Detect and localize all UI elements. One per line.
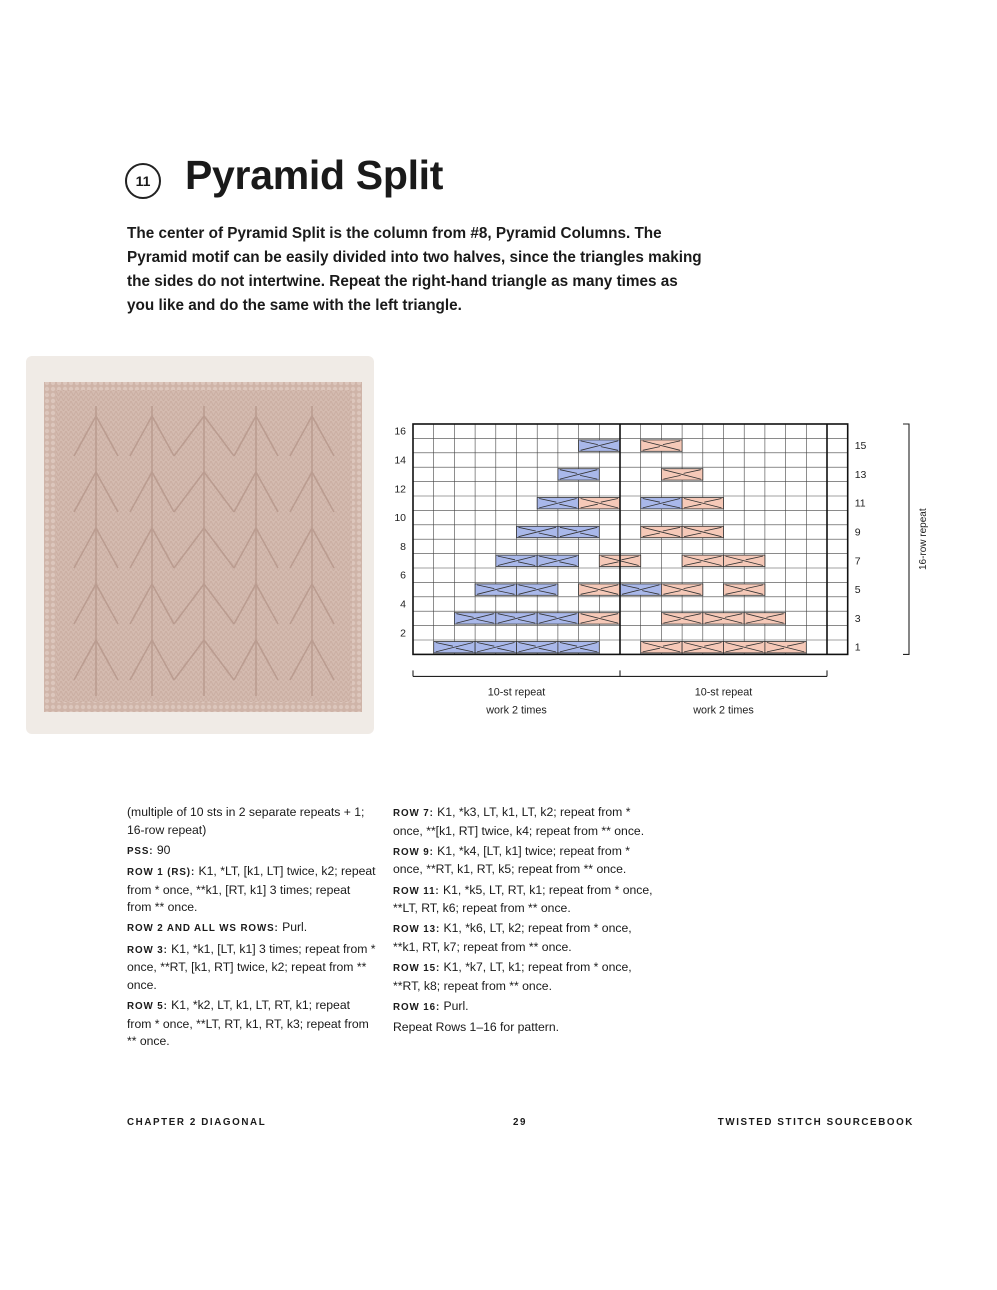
row-text: K1, *LT, [k1, LT] twice, k2; repeat from * once, **k1, [RT, k1] 3 times; repeat from ** once.: [127, 863, 376, 915]
swatch-photo: [26, 356, 374, 734]
row-label: ROW 2 AND ALL WS ROWS:: [127, 923, 279, 935]
chart-row-label: 7: [854, 555, 861, 568]
chart-repeat-sublabel: work 2 times: [486, 704, 547, 717]
row-label: ROW 1 (RS):: [127, 866, 196, 878]
chart-repeat-label: 10-st repeat: [487, 686, 546, 699]
pattern-number: 11: [135, 173, 151, 189]
pss-value: 90: [153, 842, 171, 857]
row-text: K1, *k7, LT, k1; repeat from * once, **RT, k8; repeat from ** once.: [393, 960, 632, 993]
multiple-note: (multiple of 10 sts in 2 separate repeats + 1; 16-row repeat): [127, 805, 365, 837]
row-text: K1, *k1, [LT, k1] 3 times; repeat from * once, **RT, [k1, RT] twice, k2; repeat from ** once.: [127, 941, 376, 992]
footer-book-title: TWISTED STITCH SOURCEBOOK: [717, 1117, 914, 1128]
row-instruction: [393, 804, 653, 840]
page-title: Pyramid Split: [185, 152, 444, 198]
chart-side-label: 16-row repeat: [918, 508, 929, 571]
chart-row-label: 14: [394, 454, 406, 467]
row-label: ROW 9:: [393, 846, 434, 858]
chart-row-label: 15: [854, 440, 867, 453]
row-label: ROW 16:: [393, 1001, 441, 1013]
chart-row-label: 6: [400, 569, 406, 582]
page-number: 29: [512, 1117, 528, 1128]
row-text: Purl.: [278, 920, 308, 935]
row-text: K1, *k5, LT, RT, k1; repeat from * once, **LT, RT, k6; repeat from ** once.: [393, 882, 653, 916]
row-instruction: [127, 941, 377, 995]
chart-row-repeat-bracket: [903, 424, 909, 654]
pattern-number-badge: [125, 163, 161, 199]
footer-chapter: CHAPTER 2 DIAGONAL: [127, 1117, 267, 1128]
chart-row-label: 13: [854, 468, 867, 481]
chart-row-label: 12: [394, 483, 406, 496]
row-label: ROW 7:: [393, 808, 434, 819]
row-instruction: [393, 998, 653, 1017]
row-label: ROW 5:: [127, 1000, 168, 1012]
row-instruction: [393, 882, 653, 918]
stitch-chart: [384, 415, 944, 725]
row-label: ROW 15:: [393, 963, 441, 975]
chart-row-label: 9: [854, 526, 861, 539]
row-text: K1, *k2, LT, k1, LT, RT, k1; repeat from * once, **LT, RT, k1, RT, k3; repeat from ** once.: [127, 997, 369, 1049]
row-instruction: [393, 843, 653, 879]
pss-line: [127, 842, 377, 861]
chart-row-label: 10: [394, 512, 406, 525]
row-text: Purl.: [440, 998, 469, 1013]
repeat-note: Repeat Rows 1–16 for pattern.: [393, 1020, 559, 1035]
stitch-chart-svg: [384, 415, 944, 725]
swatch-illustration: [26, 356, 374, 734]
chart-repeat-sublabel: work 2 times: [693, 704, 754, 717]
instructions-right-column: [393, 804, 653, 1039]
row-text: K1, *k6, LT, k2; repeat from * once, **k1, RT, k7; repeat from ** once.: [393, 921, 632, 954]
row-instruction: [127, 997, 377, 1051]
instructions-left-column: [127, 804, 377, 1053]
chart-row-label: 4: [400, 598, 406, 611]
row-label: ROW 3:: [127, 944, 168, 956]
chart-row-label: 16: [394, 425, 406, 438]
chart-row-label: 2: [400, 627, 406, 640]
chart-row-label: 8: [400, 540, 406, 553]
row-instruction: [393, 959, 653, 995]
row-instruction: [393, 920, 653, 956]
row-instruction: [127, 919, 377, 938]
row-label: ROW 11:: [393, 885, 440, 897]
row-text: K1, *k4, [LT, k1] twice; repeat from * once, **RT, k1, RT, k5; repeat from ** once.: [393, 843, 630, 877]
pss-label: PSS:: [127, 845, 154, 857]
chart-row-label: 1: [854, 641, 861, 654]
chart-row-label: 3: [854, 612, 861, 625]
chart-row-label: 5: [854, 584, 861, 597]
row-text: K1, *k3, LT, k1, LT, k2; repeat from * once, **[k1, RT] twice, k4; repeat from ** once.: [393, 805, 645, 838]
row-label: ROW 13:: [393, 924, 441, 936]
chart-repeat-label: 10-st repeat: [694, 686, 753, 699]
row-instruction: [127, 863, 377, 917]
intro-paragraph: The center of Pyramid Split is the column from #8, Pyramid Columns. The Pyramid motif can be easily divided into two halves, since the triangles making the sides do not intertwine. Repeat the right-hand triangle as many times as you like and do the same with the left triangle.: [127, 225, 702, 314]
chart-row-label: 11: [854, 497, 866, 510]
